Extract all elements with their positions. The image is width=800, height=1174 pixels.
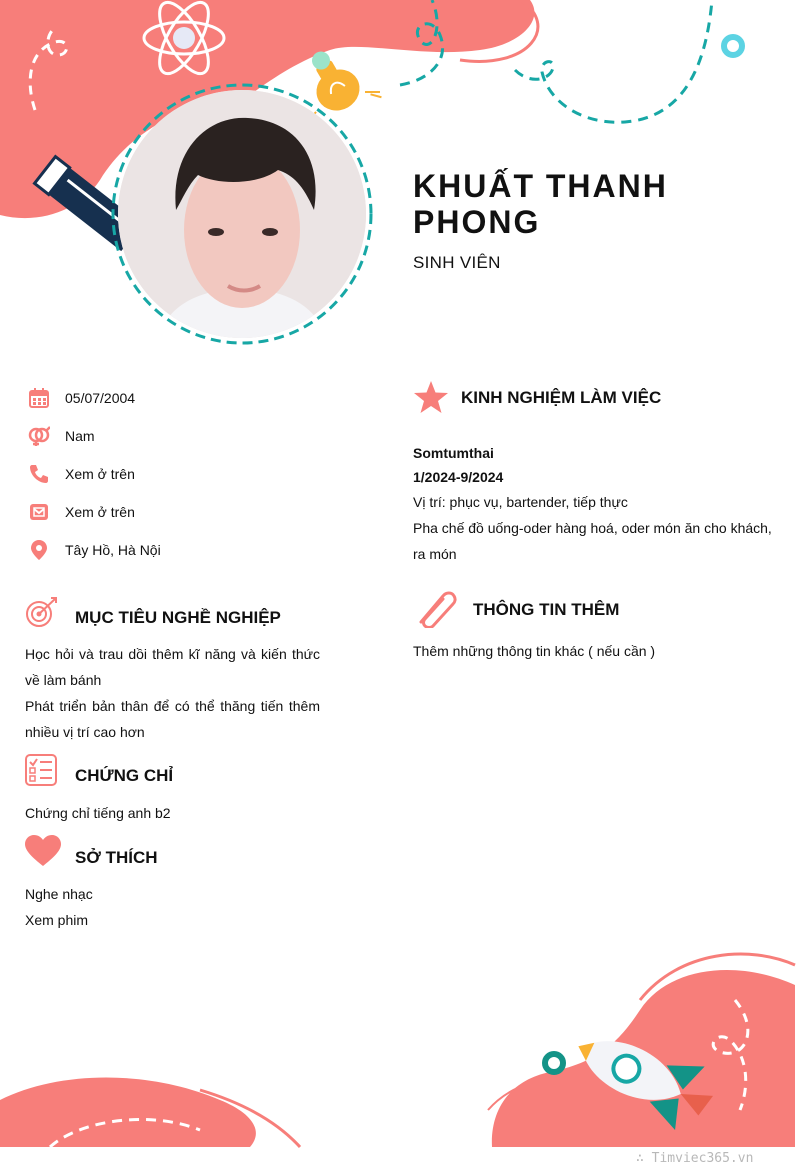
objective-text [25,641,320,745]
hobbies-heading: SỞ THÍCH [75,848,158,867]
avatar [118,90,366,338]
hobbies-section-header [25,835,345,875]
objective-heading: MỤC TIÊU NGHỀ NGHIỆP [75,608,281,627]
hobby-item: Nghe nhạc [25,886,93,902]
extra-heading: THÔNG TIN THÊM [473,600,620,619]
phone-icon [28,463,50,485]
certificates-text [25,800,325,826]
calendar-icon [28,387,50,409]
experience-period: 1/2024-9/2024 [413,469,504,485]
contact-birthdate [28,387,348,411]
email-icon [28,501,50,523]
email-value: Xem ở trên [65,504,135,520]
experience-section-header [413,380,783,420]
bottom-left-coral-blob [0,1078,256,1148]
location-pin-icon [28,539,50,561]
star-icon [413,380,449,414]
hobbies-text [25,881,325,933]
paperclip-icon [413,588,457,628]
teal-ring-bottom [545,1054,563,1072]
objective-line: Học hỏi và trau dồi thêm kĩ năng và kiến thức về làm bánh [25,646,320,688]
experience-entry [413,441,783,567]
objective-line: Phát triển bản thân để có thể thăng tiến thêm nhiều vị trí cao hơn [25,698,320,740]
phone-value: Xem ở trên [65,466,135,482]
gender-value: Nam [65,428,95,444]
heart-icon [25,835,61,867]
experience-position: Vị trí: phục vụ, bartender, tiếp thực [413,494,628,510]
contact-address [28,539,348,563]
objective-section-header [25,596,345,636]
contact-phone [28,463,348,487]
extra-text: Thêm những thông tin khác ( nếu cần ) [413,643,656,659]
experience-company: Somtumthai [413,445,494,461]
watermark: ∴ Timviec365.vn [636,1151,754,1166]
experience-description: Pha chế đồ uống-oder hàng hoá, oder món ăn cho khách, ra món [413,520,772,562]
contact-email [28,501,348,525]
certificates-heading: CHỨNG CHỈ [75,766,174,785]
profile-photo-frame [110,82,374,346]
target-icon [25,596,59,630]
birthdate-value: 05/07/2004 [65,390,136,406]
dashed-loop-right [515,0,712,122]
address-value: Tây Hồ, Hà Nội [65,542,161,558]
teal-ring [724,37,742,55]
certificate-item: Chứng chỉ tiếng anh b2 [25,805,171,821]
experience-heading: KINH NGHIỆM LÀM VIỆC [461,388,662,407]
candidate-title: SINH VIÊN [413,253,501,272]
checklist-icon [25,754,57,786]
certificates-section-header [25,754,345,794]
extra-section-header [413,588,783,628]
profile-photo [118,90,366,338]
gender-icon [28,425,50,447]
hobby-item: Xem phim [25,912,89,928]
contact-gender [28,425,348,449]
candidate-name: KHUẤT THANH PHONG [413,168,668,240]
